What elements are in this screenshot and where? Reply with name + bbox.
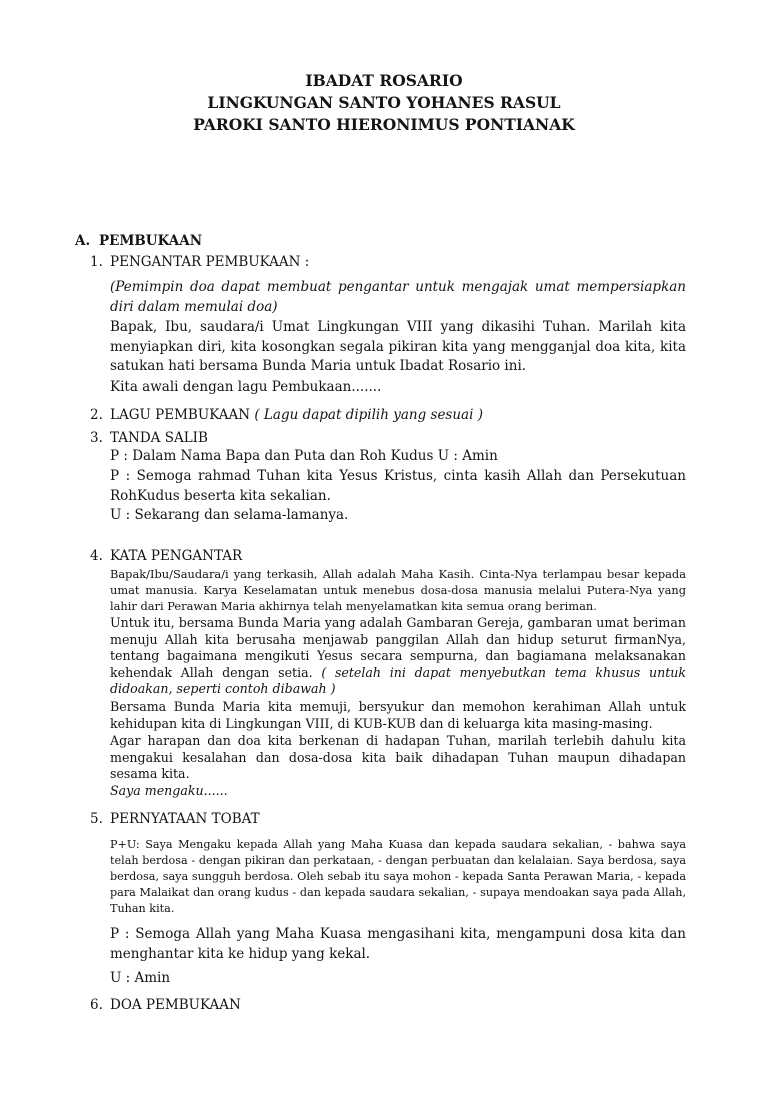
document-page (0, 70, 768, 1094)
italic-note: ( setelah ini dapat menyebutkan tema khusus untuk didoakan, seperti contoh dibawah ) (110, 664, 686, 696)
item-1-paragraph-2: Kita awali dengan lagu Pembukaan....... (110, 379, 382, 395)
item-5-heading (90, 811, 260, 827)
item-4-paragraph-4 (110, 783, 686, 800)
item-title: LAGU PEMBUKAAN (110, 407, 251, 423)
item-6-heading (90, 997, 241, 1013)
item-title: PERNYATAAN TOBAT (110, 811, 260, 827)
item-number: 2. (90, 407, 103, 423)
item-number: 6. (90, 997, 103, 1013)
item-4-small-paragraph: Bapak/Ibu/Saudara/i yang terkasih, Allah adalah Maha Kasih. Cinta-Nya terlampau besar kepada umat manusia. Karya Keselamatan untuk menebus dosa-dosa manusia melalui Putera-Nya yang lahir dari Perawan Maria akhirnya telah menyelamatkan kita semua orang beriman. (110, 567, 686, 614)
item-5-absolution: P : Semoga Allah yang Maha Kuasa mengasihani kita, mengampuni dosa kita dan menghantar kita ke hidup yang kekal. (110, 926, 686, 962)
item-3-line-2: P : Semoga rahmad Tuhan kita Yesus Kristus, cinta kasih Allah dan Persekutuan RohKudus beserta kita sekalian. (110, 468, 686, 504)
item-4-paragraph-3: Agar harapan dan doa kita berkenan di hadapan Tuhan, marilah terlebih dahulu kita mengakui kesalahan dan dosa-dosa kita baik dihadapan Tuhan maupun dihadapan sesama kita. (110, 733, 686, 781)
italic-note: ( Lagu dapat dipilih yang sesuai ) (254, 407, 483, 423)
item-3-heading (90, 430, 208, 446)
doc-title: IBADAT ROSARIO (305, 71, 463, 90)
italic-note: (Pemimpin doa dapat membuat pengantar untuk mengajak umat mempersiapkan diri dalam memulai doa) (110, 279, 686, 315)
item-1-paragraph: Bapak, Ibu, saudara/i Umat Lingkungan VIII yang dikasihi Tuhan. Marilah kita menyiapkan diri, kita kosongkan segala pikiran kita yang mengganjal doa kita, kita satukan hati bersama Bunda Maria untuk Ibadat Rosario ini. (110, 319, 686, 374)
item-5-response: U : Amin (110, 970, 171, 986)
section-letter: A. (75, 233, 91, 249)
item-3-line-3: U : Sekarang dan selama-lamanya. (110, 507, 349, 523)
section-a-heading (75, 233, 202, 249)
item-title: TANDA SALIB (110, 430, 208, 446)
item-number: 1. (90, 254, 103, 270)
item-3-line-1: P : Dalam Nama Bapa dan Puta dan Roh Kudus U : Amin (110, 448, 498, 464)
item-5-confession: P+U: Saya Mengaku kepada Allah yang Maha Kuasa dan kepada saudara sekalian, - bahwa saya telah berdosa - dengan pikiran dan perkataan, - dengan perbuatan dan kelalaian. Saya berdosa, saya berdosa, saya sungguh berdosa. Oleh sebab itu saya mohon - kepada Santa Perawan Maria, - kepada para Malaikat dan orang kudus - dan kepada saudara sekalian, - supaya mendoakan saya pada Allah, Tuhan kita. (110, 838, 686, 915)
item-title: DOA PEMBUKAAN (110, 997, 241, 1013)
item-2-heading (90, 407, 483, 423)
doc-subtitle-paroki: PAROKI SANTO HIERONIMUS PONTIANAK (193, 115, 575, 134)
item-title: PENGANTAR PEMBUKAAN : (110, 254, 310, 270)
item-1-note (110, 277, 686, 317)
doc-subtitle-lingkungan: LINGKUNGAN SANTO YOHANES RASUL (207, 93, 561, 112)
item-4-paragraph-1 (110, 615, 686, 698)
item-title: KATA PENGANTAR (110, 548, 243, 564)
section-title: PEMBUKAAN (99, 233, 203, 249)
item-number: 3. (90, 430, 103, 446)
item-4-paragraph-2: Bersama Bunda Maria kita memuji, bersyukur dan memohon kerahiman Allah untuk kehidupan kita di Lingkungan VIII, di KUB-KUB dan di keluarga kita masing-masing. (110, 699, 686, 731)
italic-note: Saya mengaku...... (110, 783, 228, 798)
item-number: 5. (90, 811, 103, 827)
item-number: 4. (90, 548, 103, 564)
paragraph-text: Untuk itu, bersama Bunda Maria yang adalah Gambaran Gereja, gambaran umat beriman menuju Allah kita berusaha menjawab panggilan Allah dan hidup seturut firmanNya, tentang bagaimana mengikuti Yesus secara sempurna, dan bagiamana melaksanakan kehendak Allah dengan setia. (110, 615, 686, 680)
item-1-heading (90, 254, 309, 270)
item-4-heading (90, 548, 242, 564)
